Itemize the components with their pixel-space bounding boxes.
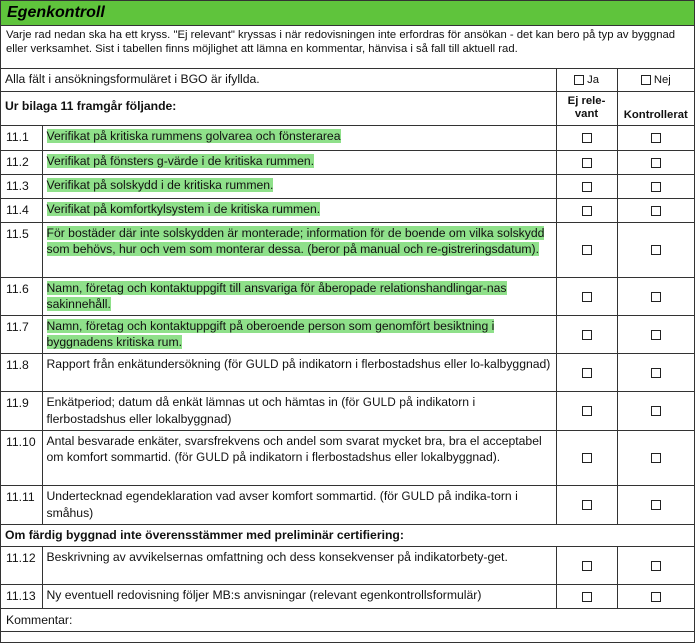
row-number: 11.11	[1, 485, 42, 524]
kontrollerat-checkbox[interactable]	[651, 206, 661, 216]
row-text: För bostäder där inte solskydden är monterade; information för de boende om vilka solskydd som behövs, hur och vem som monterar dessa. (beror på manual och re-gistreringsdatum).	[46, 225, 545, 256]
col-kontrollerat: Kontrollerat	[617, 91, 694, 125]
row-number: 11.3	[1, 174, 42, 198]
ej-relevant-cell	[556, 584, 617, 608]
ej-relevant-checkbox[interactable]	[582, 406, 592, 416]
kontrollerat-cell	[617, 353, 694, 391]
row-text-cell	[42, 277, 556, 315]
kontrollerat-cell	[617, 546, 694, 584]
row-text-cell	[42, 198, 556, 222]
checklist-row	[1, 125, 694, 150]
row-text: Namn, företag och kontaktuppgift till ansvariga för åberopade relationshandlingar-nas sakinnehåll.	[46, 280, 507, 311]
row-number: 11.4	[1, 198, 42, 222]
checklist-row	[1, 315, 694, 353]
col-ej-relevant: Ej rele- vant	[556, 91, 617, 125]
preliminary-heading-row	[1, 524, 694, 546]
kontrollerat-cell	[617, 222, 694, 277]
row-text-cell	[42, 391, 556, 430]
nej-checkbox[interactable]	[641, 75, 651, 85]
ej-relevant-checkbox[interactable]	[582, 500, 592, 510]
kontrollerat-checkbox[interactable]	[651, 133, 661, 143]
ej-relevant-checkbox[interactable]	[582, 330, 592, 340]
ej-relevant-checkbox[interactable]	[582, 368, 592, 378]
kontrollerat-checkbox[interactable]	[651, 292, 661, 302]
row-text-part: Enkätperiod; datum då enkät lämnas ut och hämtas in (för	[46, 394, 363, 409]
row-text-part: på indikatorn i flerbostadshus eller lokalbyggnad)	[46, 394, 476, 426]
ej-relevant-cell	[556, 485, 617, 524]
checklist-row	[1, 353, 694, 391]
ej-relevant-cell	[556, 315, 617, 353]
row-text	[47, 395, 476, 426]
bilaga-heading-row	[1, 91, 694, 125]
kontrollerat-checkbox[interactable]	[651, 500, 661, 510]
guld-label: GULD	[401, 489, 435, 503]
ej-relevant-cell	[556, 353, 617, 391]
checklist-row	[1, 198, 694, 222]
ej-relevant-cell	[556, 277, 617, 315]
kontrollerat-cell	[617, 391, 694, 430]
ej-relevant-checkbox[interactable]	[582, 561, 592, 571]
kontrollerat-cell	[617, 150, 694, 174]
ej-relevant-cell	[556, 125, 617, 150]
row-text-part: på indikatorn i flerbostadshus eller lo-kalbyggnad)	[278, 356, 551, 371]
row-number: 11.10	[1, 430, 42, 485]
row-text	[47, 434, 542, 464]
nej-label: Nej	[653, 73, 671, 86]
row-text	[47, 357, 551, 371]
kontrollerat-checkbox[interactable]	[651, 561, 661, 571]
row-number: 11.8	[1, 353, 42, 391]
row-number: 11.13	[1, 584, 42, 608]
kontrollerat-checkbox[interactable]	[651, 406, 661, 416]
row-text	[47, 489, 518, 520]
kontrollerat-checkbox[interactable]	[651, 245, 661, 255]
ej-relevant-cell	[556, 391, 617, 430]
kontrollerat-cell	[617, 277, 694, 315]
ej-relevant-cell	[556, 174, 617, 198]
kontrollerat-checkbox[interactable]	[651, 182, 661, 192]
kontrollerat-checkbox[interactable]	[651, 330, 661, 340]
kontrollerat-cell	[617, 198, 694, 222]
row-text-cell	[42, 315, 556, 353]
ej-relevant-checkbox[interactable]	[582, 182, 592, 192]
checklist-row	[1, 391, 694, 430]
all-fields-row	[1, 69, 694, 91]
kontrollerat-checkbox[interactable]	[651, 158, 661, 168]
form-title: Egenkontroll	[7, 4, 105, 21]
checklist-row	[1, 485, 694, 524]
row-number: 11.6	[1, 277, 42, 315]
row-text-part: Undertecknad egendeklaration vad avser komfort sommartid. (för	[46, 488, 402, 503]
row-text-part: på indikatorn i flerbostadshus eller lokalbyggnad).	[229, 449, 501, 464]
kontrollerat-cell	[617, 125, 694, 150]
checklist-row	[1, 174, 694, 198]
ej-relevant-checkbox[interactable]	[582, 592, 592, 602]
kontrollerat-cell	[617, 430, 694, 485]
checklist-row	[1, 546, 694, 584]
checklist-row	[1, 150, 694, 174]
row-number: 11.9	[1, 391, 42, 430]
kontrollerat-cell	[617, 485, 694, 524]
comment-label: Kommentar:	[6, 612, 73, 627]
row-text-cell	[42, 546, 556, 584]
row-number: 11.7	[1, 315, 42, 353]
ej-relevant-checkbox[interactable]	[582, 453, 592, 463]
row-text: Beskrivning av avvikelsernas omfattning och dess konsekvenser på indikatorbety-get.	[46, 549, 508, 564]
row-text: Verifikat på kritiska rummens golvarea och fönsterarea	[46, 128, 341, 143]
comment-cell[interactable]	[1, 608, 694, 631]
ej-relevant-cell	[556, 222, 617, 277]
intro-text: Varje rad nedan ska ha ett kryss. "Ej relevant" kryssas i när redovisningen inte erfordras för ansökan - det kan bero på typ av byggnad eller verksamhet. Sist i tabellen finns möjlighet att lämna en kommentar, hänvisa i så fall till aktuell rad.	[1, 26, 694, 69]
row-number: 11.5	[1, 222, 42, 277]
row-text: Verifikat på solskydd i de kritiska rummen.	[46, 177, 274, 192]
ej-relevant-cell	[556, 430, 617, 485]
kontrollerat-cell	[617, 174, 694, 198]
ej-relevant-checkbox[interactable]	[582, 133, 592, 143]
row-text-part: Rapport från enkätundersökning (för	[46, 356, 246, 371]
row-text-cell	[42, 150, 556, 174]
ej-relevant-cell	[556, 198, 617, 222]
row-text: Verifikat på komfortkylsystem i de kritiska rummen.	[46, 201, 321, 216]
row-number: 11.2	[1, 150, 42, 174]
comment-row	[1, 608, 694, 631]
ja-checkbox[interactable]	[574, 75, 584, 85]
kontrollerat-checkbox[interactable]	[651, 592, 661, 602]
row-text: Namn, företag och kontaktuppgift på oberoende person som genomfört besiktning i byggnadens kritiska rum.	[46, 318, 495, 349]
row-text-part: Antal besvarade enkäter, svarsfrekvens och andel som svarat mycket bra, bra el acceptabel om komfort sommartid. (för	[46, 433, 542, 464]
preliminary-heading: Om färdig byggnad inte överensstämmer med preliminär certifiering:	[1, 524, 694, 546]
bilaga-heading: Ur bilaga 11 framgår följande:	[1, 91, 556, 125]
checklist-row	[1, 584, 694, 608]
row-text: Verifikat på fönsters g-värde i de kritiska rummen.	[46, 153, 315, 168]
ej-relevant-checkbox[interactable]	[582, 292, 592, 302]
form-header	[1, 1, 694, 26]
row-text-cell	[42, 584, 556, 608]
ja-label: Ja	[587, 73, 600, 86]
row-text-cell	[42, 174, 556, 198]
ej-relevant-checkbox[interactable]	[582, 245, 592, 255]
kontrollerat-cell	[617, 315, 694, 353]
checklist-row	[1, 277, 694, 315]
row-text-cell	[42, 125, 556, 150]
kontrollerat-checkbox[interactable]	[651, 453, 661, 463]
guld-label: GULD	[245, 357, 279, 371]
ja-cell	[556, 69, 617, 91]
row-number: 11.1	[1, 125, 42, 150]
guld-label: GULD	[196, 450, 230, 464]
ej-relevant-cell	[556, 546, 617, 584]
ej-relevant-cell	[556, 150, 617, 174]
row-text-cell	[42, 353, 556, 391]
all-fields-text: Alla fält i ansökningsformuläret i BGO är ifyllda.	[1, 69, 556, 91]
ej-relevant-checkbox[interactable]	[582, 206, 592, 216]
row-number: 11.12	[1, 546, 42, 584]
row-text-part: på indika-torn i småhus)	[46, 488, 518, 520]
guld-label: GULD	[362, 395, 396, 409]
kontrollerat-cell	[617, 584, 694, 608]
checklist-row	[1, 222, 694, 277]
row-text-cell	[42, 430, 556, 485]
row-text-cell	[42, 485, 556, 524]
row-text-cell	[42, 222, 556, 277]
checklist-table	[1, 69, 694, 632]
kontrollerat-checkbox[interactable]	[651, 368, 661, 378]
ej-relevant-checkbox[interactable]	[582, 158, 592, 168]
nej-cell	[617, 69, 694, 91]
checklist-row	[1, 430, 694, 485]
row-text: Ny eventuell redovisning följer MB:s anvisningar (relevant egenkontrollsformulär)	[46, 587, 482, 602]
